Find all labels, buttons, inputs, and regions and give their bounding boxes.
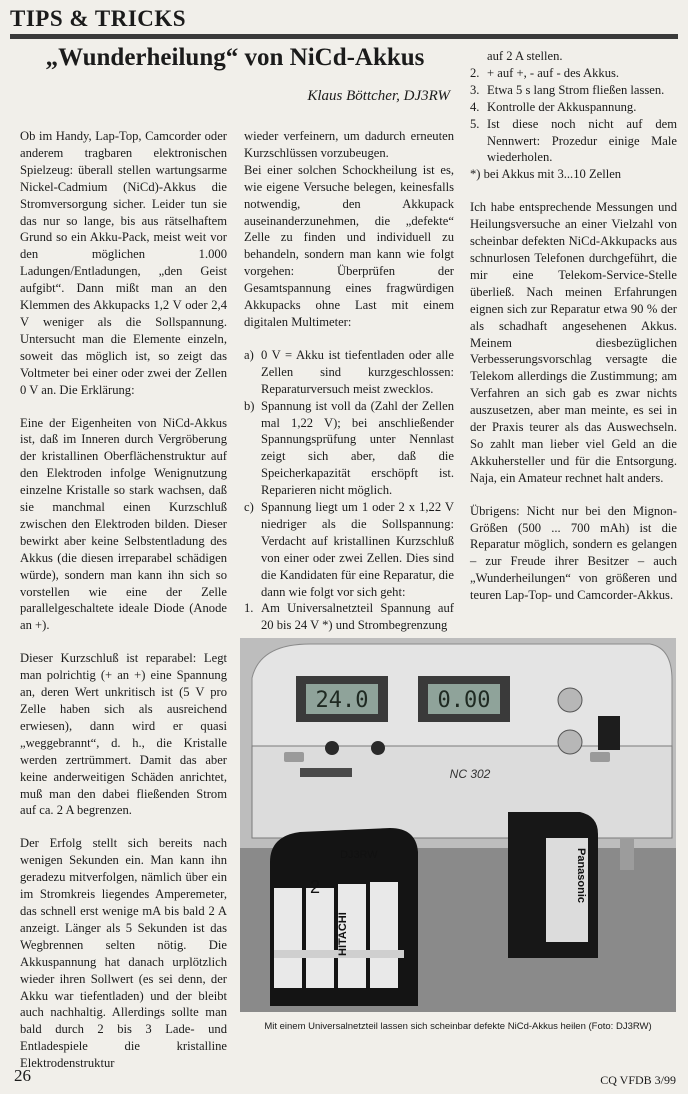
article-author: Klaus Böttcher, DJ3RW [307, 88, 450, 104]
paragraph: Dieser Kurzschluß ist reparabel: Legt man polrichtig (+ an +) eine Spannung an, deren Wert unkritisch ist (5 V pro Zelle haben sich als ausreichend erwiesen), dann wird er quasi „weggebrannt“, d. h., die Kristalle werden zertrümmert. Damit das aber keine anderweitigen Schäden anrichtet, muß man den dabei fließenden Strom auf ca. 2 A begrenzen. [20, 651, 227, 818]
model-label: NC 302 [449, 767, 491, 781]
paragraph: Eine der Eigenheiten von NiCd-Akkus ist, daß im Inneren durch Vergröberung der kristallinen Oberflächenstruktur auf den Elektroden infolge Wenignutzung einzelne Kristalle so stark wachsen, daß sie manchmal einen Kurzschluß zwischen den Elektroden bilden. Dieser bewirkt aber keine Selbstentladung des Akkus (die diesen irreparabel schädigen würde), sondern man kann ihn sich so vorstellen wie eine der Zelle parallelgeschaltete ideale Diode (Anode an +). [20, 415, 227, 633]
battery-brand-2: Panasonic [575, 848, 587, 904]
list-marker: 1. [244, 601, 254, 616]
battery-brand: HITACHI [337, 912, 349, 956]
section-header [10, 4, 678, 39]
list-item [244, 398, 454, 499]
paragraph: Bei einer solchen Schockheilung ist es, wie eigene Versuche belegen, keinesfalls notwendig, den Akkupack auseinanderzunehmen, die „defekte“ Zelle zu finden und individuell zu behandeln, sondern man kann wie folgt vorgehen: Überprüfen der Gesamtspannung eines fragwürdigen Akkupacks ohne Last mit einem digitalen Multimeter: [244, 162, 454, 329]
list-marker: 5. [470, 116, 480, 131]
list-text: Etwa 5 s lang Strom fließen lassen. [487, 82, 665, 97]
list-item [470, 65, 677, 82]
pack-label: DJ3RW [340, 849, 378, 861]
page-number: 26 [14, 1066, 31, 1085]
battery-pack-2 [508, 812, 598, 958]
list-text: + auf +, - auf - des Akkus. [487, 65, 620, 80]
voltage-display: 24.0 [315, 688, 369, 713]
list-marker: 3. [470, 82, 480, 97]
text-column-3 [470, 48, 677, 620]
list-text: Kontrolle der Akkuspannung. [487, 99, 637, 114]
paragraph: Übrigens: Nicht nur bei den Mignon-Größen (500 ... 700 mAh) ist die Reparatur möglich, sondern es gelangen – zur Freude ihrer Besitzer – auch „Wunderheilungen“ von größeren und teuren Lap-Top- und Camcorder-Akkus. [470, 503, 677, 603]
battery-pack-1 [270, 828, 418, 1006]
list-text: Ist diese noch nicht auf dem Nennwert: Prozedur einige Male wiederholen. [487, 116, 677, 165]
photo-power-supply-and-battery-packs [240, 638, 676, 1012]
article-title: „Wunderheilung“ von NiCd-Akkus [45, 44, 425, 71]
list-item [244, 600, 454, 634]
list-text: auf 2 A stellen. [487, 49, 563, 63]
pack-number: 2 [310, 877, 321, 897]
paragraph: Ob im Handy, Lap-Top, Camcorder oder anderem tragbaren elektronischen Spielzeug: überall stellen wartungsarme Nickel-Cadmium (NiCd)-Akkus die Stromversorgung sicher. Leider tun sie das nur so lange, bis aus rätselhaftem Grund so ein Akku-Pack, meist weit vor den möglichen 1.000 Ladungen/Entladungen, „den Geist aufgibt“. Dann mißt man an den Klemmen des Akkupacks 1,2 V oder 2,4 V weniger als die Sollspannung. Untersucht man die Elemente einzeln, soweit das möglich ist, so zeigt das Voltmeter bei einer oder zwei der Zellen 0 V an. Die Erklärung: [20, 129, 227, 397]
photo-caption: Mit einem Universalnetzteil lassen sich scheinbar defekte NiCd-Akkus heilen (Foto: DJ3RW) [264, 1021, 652, 1032]
list-marker: b) [244, 398, 255, 413]
list-text: Am Universalnetzteil Spannung auf 20 bis 24 V *) und Strombegrenzung [261, 601, 454, 633]
list-item [470, 82, 677, 99]
list-text: Spannung liegt um 1 oder 2 x 1,22 V niedriger als die Sollspannung: Verdacht auf kristallinen Kurzschluß von einer oder zwei Zellen. Dies sind die Kandidaten für eine Reparatur, die dann wie folgt vor sich geht: [261, 500, 454, 599]
paragraph: wieder verfeinern, um dadurch erneuten Kurzschlüssen vorzubeugen. [244, 129, 454, 160]
list-text: 0 V = Akku ist tiefentladen oder alle Zellen sind kurzgeschlossen: Reparaturversuch meist zwecklos. [261, 347, 454, 396]
check-list [244, 347, 454, 634]
list-item [244, 499, 454, 600]
list-marker: 2. [470, 65, 480, 80]
paragraph: Ich habe entsprechende Messungen und Heilungsversuche an einer Vielzahl von scheinbar defekten NiCd-Akkupacks aus schnurlosen Telefonen durchgeführt, die mir eine Telekom-Service-Stelle überließ. Nach meinen Erfahrungen eignen sich zur Reparatur etwa 90 % der als schadhaft angesehenen Akkus. Meinem diesbezüglichen Verbesserungsvorschlag versagte die Telekom allerdings die Zustimmung; am Verfahren an sich gab es zwar nichts auszusetzen, aber man meinte, es sei in der Praxis teurer als das Auswechseln. So zahlt man lieber viel Geld an die Akkuhersteller und für die Entsorgung. Naja, ein Amateur rechnet halt anders. [470, 200, 677, 485]
list-marker: c) [244, 500, 254, 515]
text-column-1 [20, 128, 227, 1088]
current-display: 0.00 [437, 688, 491, 713]
step-list [470, 48, 677, 166]
list-item [470, 48, 677, 65]
photo-illustration [240, 638, 676, 1012]
list-item [470, 99, 677, 116]
list-text: Spannung ist voll da (Zahl der Zellen mal 1,22 V); bei anschließender Spannungsprüfung unter Nennlast zeigt sich aber, daß die Speicherkapazität erschöpft ist. Reparieren nicht möglich. [261, 398, 454, 498]
list-item [244, 347, 454, 398]
list-marker: a) [244, 347, 254, 362]
list-marker: 4. [470, 99, 480, 114]
footnote: *) bei Akkus mit 3...10 Zellen [470, 167, 622, 182]
paragraph: Der Erfolg stellt sich bereits nach wenigen Sekunden ein. Man kann ihn geradezu mitverfolgen, nämlich über ein im Stromkreis liegendes Amperemeter, das schnell erst wenige mA bis bald 2 A anzeigt. Länger als 5 Sekunden ist das Wegbrennen selten nötig. Die Akkuspannung hat danach urplötzlich wieder ihren Sollwert (es sei denn, der Akku war tiefentladen) und der bleibt auch nachhaltig. Allerdings sollte man bald durch 2 bis 3 Lade- und Entladespiele die kristalline Elektrodenstruktur [20, 836, 227, 1071]
text-column-2 [244, 128, 454, 634]
issue-label: CQ VFDB 3/99 [600, 1073, 676, 1087]
list-item [470, 116, 677, 167]
section-title: TIPS & TRICKS [10, 6, 187, 31]
